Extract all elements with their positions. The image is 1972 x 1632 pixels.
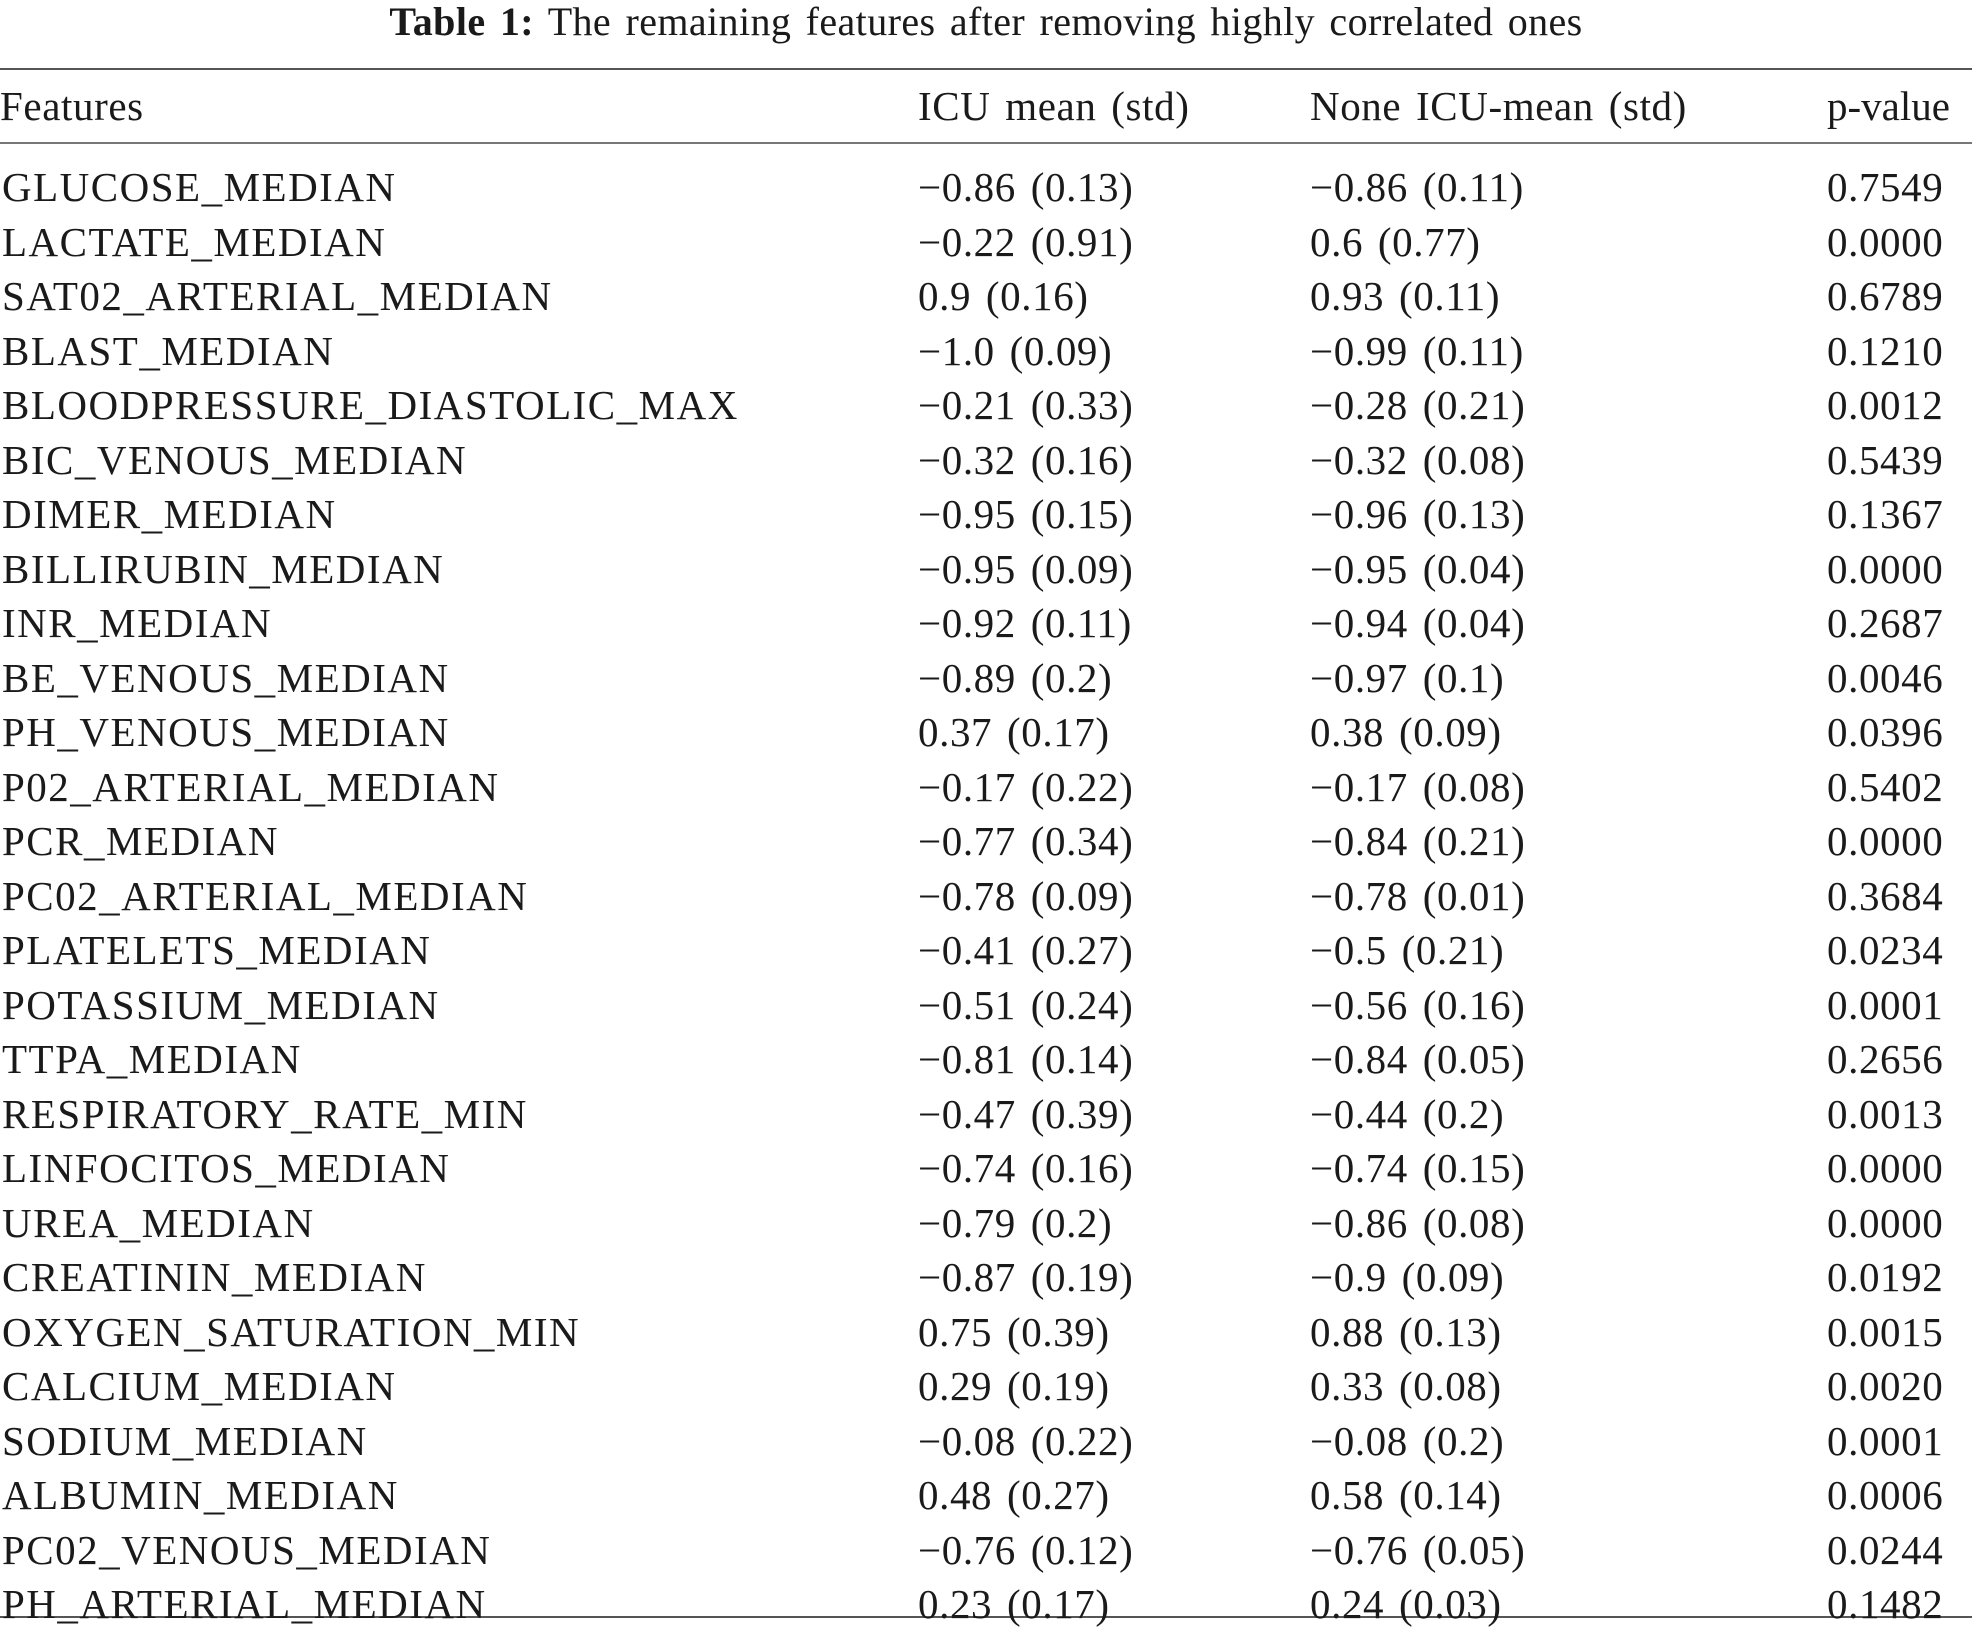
cell-p-value: 0.0234	[1827, 927, 1944, 973]
table-row	[0, 487, 1972, 542]
cell-none-icu-mean: −0.78 (0.01)	[1310, 872, 1526, 919]
cell-feature: BILLIRUBIN_MEDIAN	[2, 545, 445, 592]
cell-p-value: 0.0001	[1827, 981, 1944, 1028]
cell-none-icu-mean: −0.5 (0.21)	[1310, 927, 1505, 973]
cell-none-icu-mean: 0.93 (0.11)	[1310, 273, 1501, 319]
cell-feature: RESPIRATORY_RATE_MIN	[2, 1090, 528, 1137]
table-header-row	[0, 70, 1972, 142]
cell-none-icu-mean: −0.84 (0.05)	[1310, 1036, 1526, 1082]
cell-icu-mean: −0.74 (0.16)	[918, 1145, 1134, 1191]
table-row	[0, 1196, 1972, 1251]
table-row	[0, 433, 1972, 488]
cell-none-icu-mean: −0.97 (0.1)	[1310, 654, 1505, 701]
table-row	[0, 542, 1972, 597]
cell-feature: PLATELETS_MEDIAN	[2, 927, 432, 973]
table-row	[0, 1032, 1972, 1087]
table-row	[0, 1305, 1972, 1360]
cell-icu-mean: 0.23 (0.17)	[918, 1581, 1110, 1627]
cell-icu-mean: −0.41 (0.27)	[918, 927, 1134, 973]
cell-p-value: 0.0000	[1827, 1199, 1944, 1246]
cell-p-value: 0.0000	[1827, 1145, 1944, 1191]
cell-none-icu-mean: −0.96 (0.13)	[1310, 491, 1526, 537]
cell-none-icu-mean: 0.24 (0.03)	[1310, 1581, 1502, 1627]
header-p-value: p-value	[1827, 83, 1950, 129]
cell-p-value: 0.0006	[1827, 1472, 1944, 1518]
cell-icu-mean: −0.22 (0.91)	[918, 218, 1134, 265]
cell-icu-mean: −0.87 (0.19)	[918, 1254, 1134, 1300]
table-row	[0, 1141, 1972, 1196]
cell-p-value: 0.6789	[1827, 273, 1944, 319]
cell-none-icu-mean: −0.86 (0.08)	[1310, 1199, 1526, 1246]
cell-none-icu-mean: 0.38 (0.09)	[1310, 709, 1502, 755]
cell-feature: POTASSIUM_MEDIAN	[2, 981, 440, 1028]
cell-icu-mean: −0.08 (0.22)	[918, 1417, 1134, 1464]
cell-p-value: 0.0000	[1827, 545, 1944, 592]
cell-none-icu-mean: −0.56 (0.16)	[1310, 981, 1526, 1028]
table-body	[0, 142, 1972, 1632]
caption-text: The remaining features after removing highly correlated ones	[547, 0, 1583, 44]
cell-icu-mean: −0.21 (0.33)	[918, 382, 1134, 428]
cell-p-value: 0.0000	[1827, 818, 1944, 864]
cell-none-icu-mean: −0.74 (0.15)	[1310, 1145, 1526, 1191]
cell-feature: PCR_MEDIAN	[2, 818, 279, 864]
cell-feature: UREA_MEDIAN	[2, 1199, 315, 1246]
cell-icu-mean: −0.95 (0.09)	[918, 545, 1134, 592]
cell-feature: GLUCOSE_MEDIAN	[2, 164, 397, 210]
cell-icu-mean: −0.32 (0.16)	[918, 436, 1134, 483]
cell-none-icu-mean: −0.84 (0.21)	[1310, 818, 1526, 864]
caption-label: Table 1:	[389, 0, 535, 44]
cell-feature: BLOODPRESSURE_DIASTOLIC_MAX	[2, 382, 739, 428]
cell-p-value: 0.5402	[1827, 763, 1944, 810]
cell-feature: CREATININ_MEDIAN	[2, 1254, 427, 1300]
cell-none-icu-mean: 0.33 (0.08)	[1310, 1363, 1502, 1409]
cell-none-icu-mean: −0.44 (0.2)	[1310, 1090, 1505, 1137]
cell-icu-mean: −0.17 (0.22)	[918, 763, 1134, 810]
cell-none-icu-mean: 0.6 (0.77)	[1310, 218, 1481, 265]
table-caption	[0, 0, 1972, 44]
cell-feature: SODIUM_MEDIAN	[2, 1417, 368, 1464]
cell-icu-mean: 0.75 (0.39)	[918, 1308, 1110, 1355]
cell-icu-mean: 0.37 (0.17)	[918, 709, 1110, 755]
cell-feature: TTPA_MEDIAN	[2, 1036, 302, 1082]
cell-p-value: 0.7549	[1827, 164, 1944, 210]
cell-icu-mean: −1.0 (0.09)	[918, 327, 1113, 374]
cell-icu-mean: 0.29 (0.19)	[918, 1363, 1110, 1409]
cell-p-value: 0.0396	[1827, 709, 1944, 755]
cell-feature: LACTATE_MEDIAN	[2, 218, 387, 265]
table-row	[0, 160, 1972, 215]
cell-p-value: 0.0000	[1827, 218, 1944, 265]
cell-icu-mean: −0.78 (0.09)	[918, 872, 1134, 919]
table-row	[0, 1359, 1972, 1414]
cell-icu-mean: 0.48 (0.27)	[918, 1472, 1110, 1518]
table-row	[0, 760, 1972, 815]
cell-icu-mean: −0.89 (0.2)	[918, 654, 1113, 701]
cell-p-value: 0.0192	[1827, 1254, 1944, 1300]
cell-icu-mean: −0.47 (0.39)	[918, 1090, 1134, 1137]
cell-none-icu-mean: −0.28 (0.21)	[1310, 382, 1526, 428]
table-row	[0, 814, 1972, 869]
cell-icu-mean: 0.9 (0.16)	[918, 273, 1089, 319]
cell-icu-mean: −0.86 (0.13)	[918, 164, 1134, 210]
table-row	[0, 269, 1972, 324]
cell-feature: LINFOCITOS_MEDIAN	[2, 1145, 451, 1191]
cell-p-value: 0.0012	[1827, 382, 1944, 428]
cell-icu-mean: −0.95 (0.15)	[918, 491, 1134, 537]
cell-p-value: 0.3684	[1827, 872, 1944, 919]
cell-icu-mean: −0.79 (0.2)	[918, 1199, 1113, 1246]
cell-none-icu-mean: −0.94 (0.04)	[1310, 600, 1526, 646]
cell-none-icu-mean: −0.99 (0.11)	[1310, 327, 1524, 374]
table-row	[0, 1414, 1972, 1469]
cell-icu-mean: −0.77 (0.34)	[918, 818, 1134, 864]
cell-icu-mean: −0.51 (0.24)	[918, 981, 1134, 1028]
cell-p-value: 0.2656	[1827, 1036, 1944, 1082]
cell-p-value: 0.0244	[1827, 1526, 1944, 1573]
table-row	[0, 1523, 1972, 1578]
header-none-icu-mean: None ICU-mean (std)	[1310, 83, 1687, 129]
cell-feature: OXYGEN_SATURATION_MIN	[2, 1308, 581, 1355]
cell-none-icu-mean: −0.76 (0.05)	[1310, 1526, 1526, 1573]
cell-icu-mean: −0.81 (0.14)	[918, 1036, 1134, 1082]
cell-none-icu-mean: 0.88 (0.13)	[1310, 1308, 1502, 1355]
table-row	[0, 378, 1972, 433]
cell-icu-mean: −0.92 (0.11)	[918, 600, 1132, 646]
table-row	[0, 923, 1972, 978]
cell-p-value: 0.0046	[1827, 654, 1944, 701]
header-spacer	[0, 142, 1972, 160]
cell-icu-mean: −0.76 (0.12)	[918, 1526, 1134, 1573]
cell-feature: SAT02_ARTERIAL_MEDIAN	[2, 273, 553, 319]
cell-feature: INR_MEDIAN	[2, 600, 273, 646]
table-row	[0, 1468, 1972, 1523]
cell-feature: PC02_VENOUS_MEDIAN	[2, 1526, 492, 1573]
cell-none-icu-mean: −0.17 (0.08)	[1310, 763, 1526, 810]
cell-p-value: 0.0013	[1827, 1090, 1944, 1137]
cell-none-icu-mean: −0.32 (0.08)	[1310, 436, 1526, 483]
cell-feature: CALCIUM_MEDIAN	[2, 1363, 397, 1409]
table-row	[0, 705, 1972, 760]
table-row	[0, 596, 1972, 651]
cell-none-icu-mean: 0.58 (0.14)	[1310, 1472, 1502, 1518]
cell-feature: BLAST_MEDIAN	[2, 327, 335, 374]
cell-p-value: 0.0020	[1827, 1363, 1944, 1409]
table-row	[0, 978, 1972, 1033]
cell-p-value: 0.0015	[1827, 1308, 1944, 1355]
cell-none-icu-mean: −0.86 (0.11)	[1310, 164, 1524, 210]
cell-p-value: 0.5439	[1827, 436, 1944, 483]
cell-feature: PH_ARTERIAL_MEDIAN	[2, 1581, 487, 1627]
cell-feature: BE_VENOUS_MEDIAN	[2, 654, 450, 701]
cell-feature: P02_ARTERIAL_MEDIAN	[2, 763, 500, 810]
table-row	[0, 651, 1972, 706]
table-row	[0, 324, 1972, 379]
cell-feature: ALBUMIN_MEDIAN	[2, 1472, 399, 1518]
cell-none-icu-mean: −0.95 (0.04)	[1310, 545, 1526, 592]
cell-p-value: 0.1482	[1827, 1581, 1944, 1627]
table-row	[0, 1577, 1972, 1632]
header-icu-mean: ICU mean (std)	[918, 83, 1190, 129]
header-features: Features	[0, 83, 144, 129]
table-row	[0, 869, 1972, 924]
table-row	[0, 1250, 1972, 1305]
cell-feature: DIMER_MEDIAN	[2, 491, 337, 537]
features-table	[0, 70, 1972, 1632]
table-row	[0, 215, 1972, 270]
table-row	[0, 1087, 1972, 1142]
cell-p-value: 0.2687	[1827, 600, 1944, 646]
cell-p-value: 0.0001	[1827, 1417, 1944, 1464]
cell-p-value: 0.1367	[1827, 491, 1944, 537]
cell-none-icu-mean: −0.9 (0.09)	[1310, 1254, 1505, 1300]
cell-none-icu-mean: −0.08 (0.2)	[1310, 1417, 1505, 1464]
cell-feature: PH_VENOUS_MEDIAN	[2, 709, 450, 755]
cell-feature: BIC_VENOUS_MEDIAN	[2, 436, 468, 483]
cell-feature: PC02_ARTERIAL_MEDIAN	[2, 872, 529, 919]
cell-p-value: 0.1210	[1827, 327, 1944, 374]
